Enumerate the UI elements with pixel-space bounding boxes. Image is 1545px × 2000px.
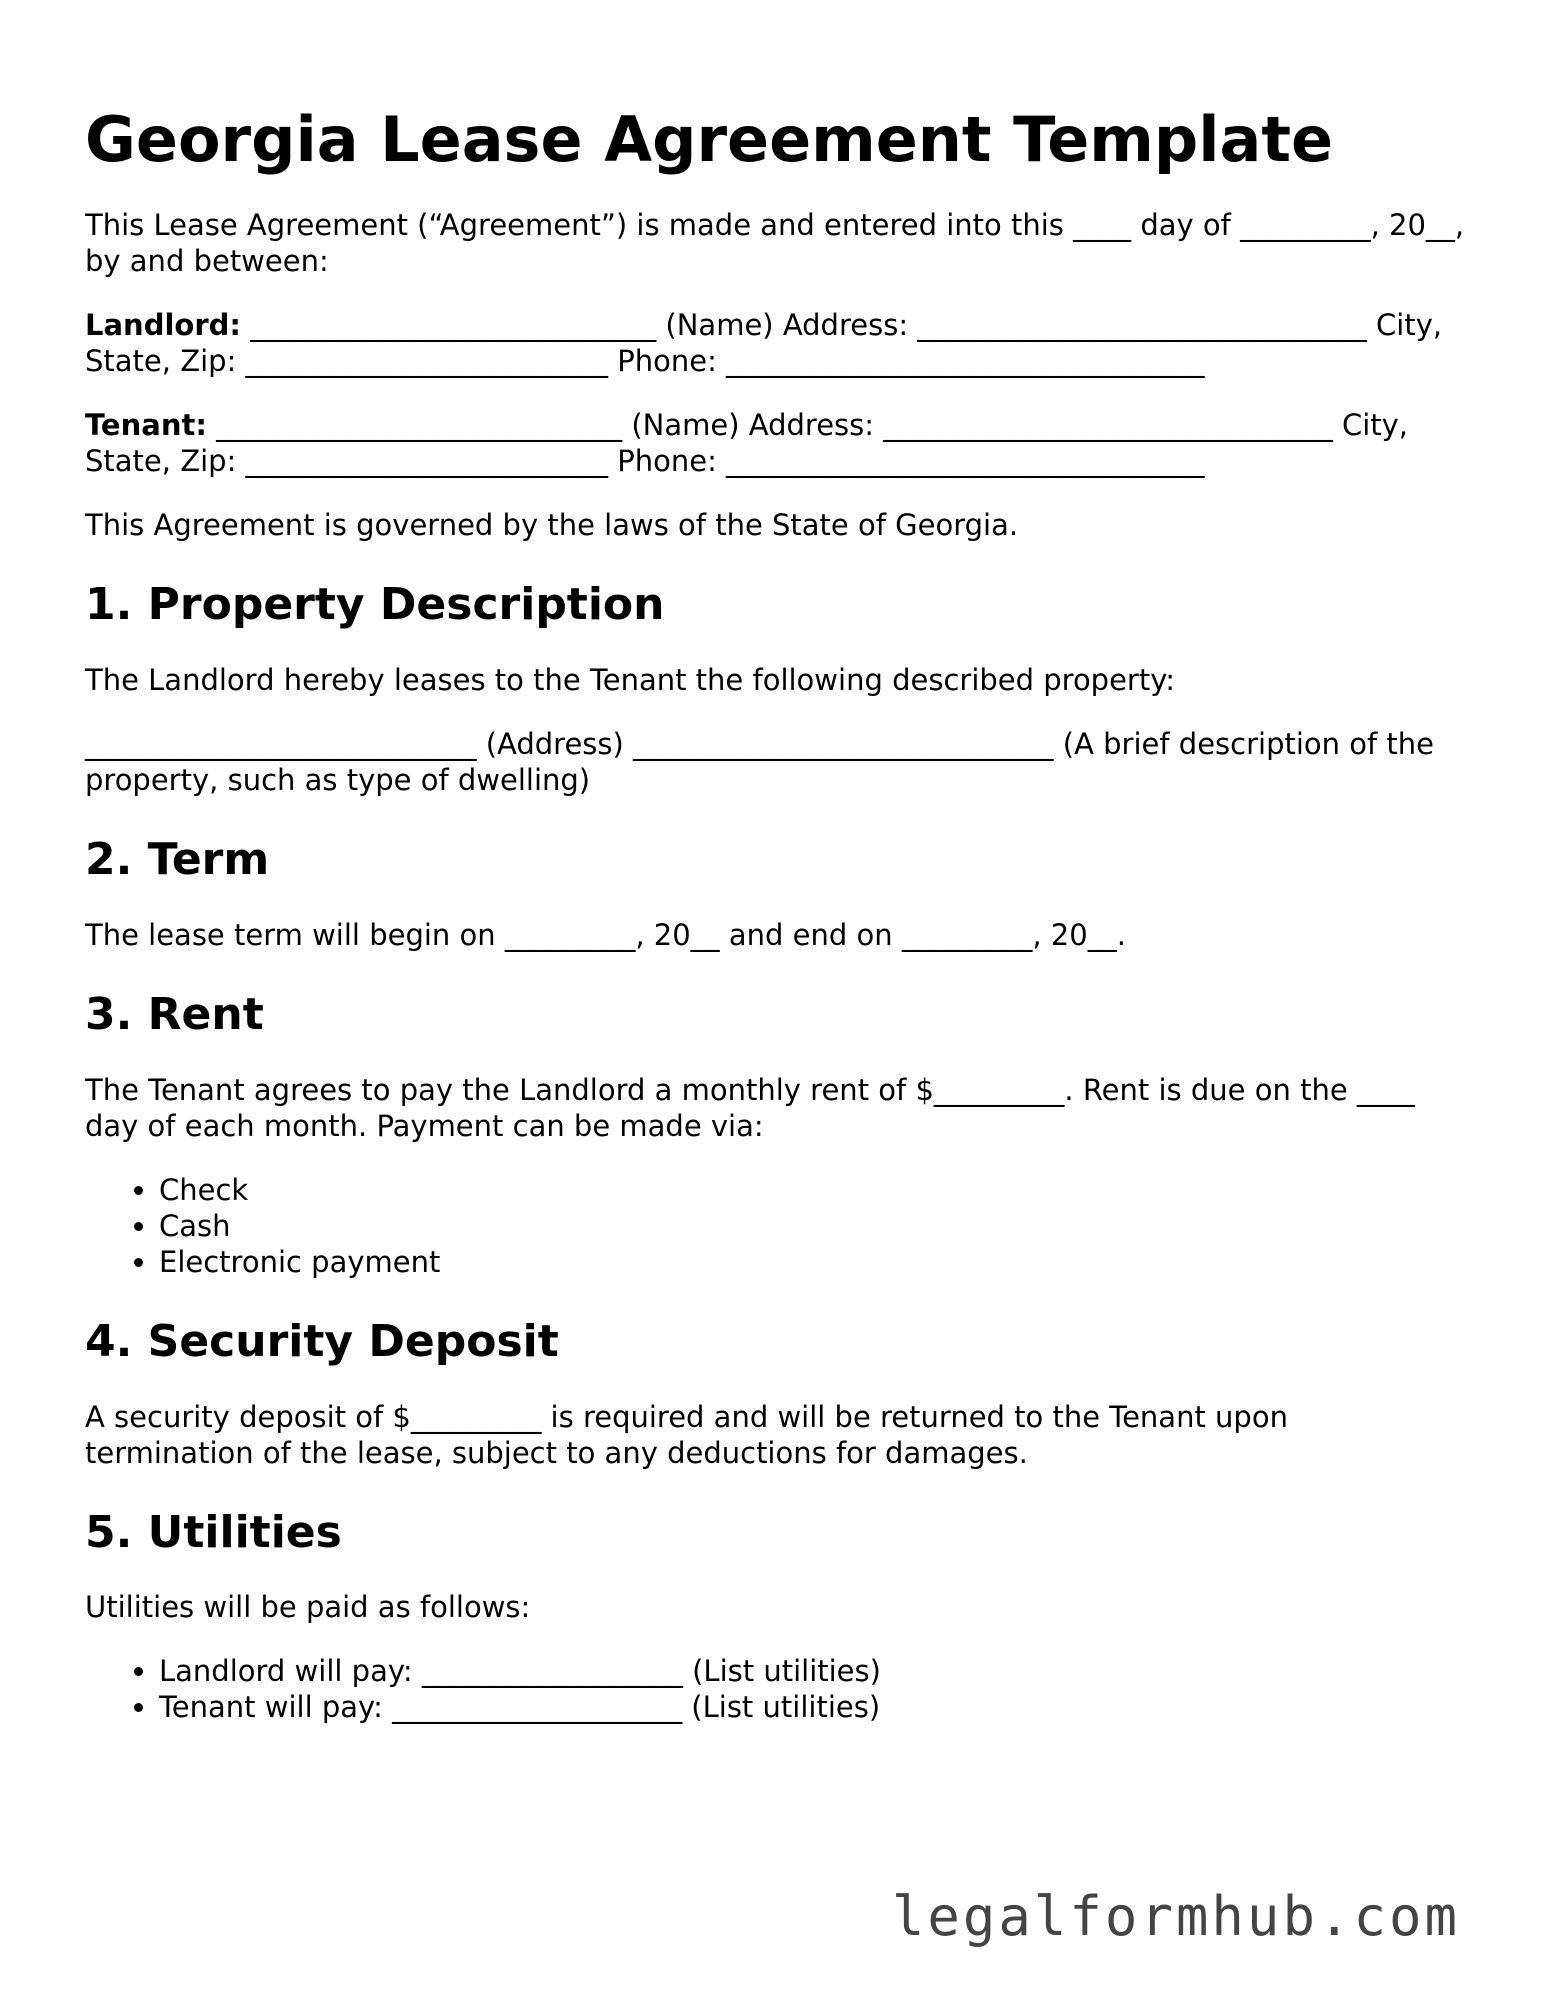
tenant-label: Tenant: <box>85 408 207 443</box>
section-heading-utilities: 5. Utilities <box>85 1506 342 1558</box>
landlord-fields: ____________________________ (Name) Address: _______________________________ City, State, Zip: _________________________ Phone: _________________________________ <box>85 308 1443 379</box>
property-address-paragraph: ___________________________ (Address) _____________________________ (A brief description of the property, such as type of dwelling) <box>85 727 1435 798</box>
utilities-list <box>85 1653 1465 1725</box>
governing-law-paragraph: This Agreement is governed by the laws of the State of Georgia. <box>85 508 1019 543</box>
document-page <box>85 95 1465 1757</box>
intro-paragraph: This Lease Agreement (“Agreement”) is made and entered into this ____ day of _________, 20__, by and between: <box>85 208 1465 279</box>
document-title: Georgia Lease Agreement Template <box>85 103 1334 176</box>
list-item: • Cash <box>159 1208 1465 1244</box>
list-item: • Landlord will pay: __________________ (List utilities) <box>159 1653 1465 1689</box>
section-heading-rent: 3. Rent <box>85 988 264 1040</box>
property-paragraph: The Landlord hereby leases to the Tenant the following described property: <box>85 663 1176 698</box>
landlord-block <box>85 307 1465 379</box>
tenant-fields: ____________________________ (Name) Address: _______________________________ City, State, Zip: _________________________ Phone: _________________________________ <box>85 408 1409 479</box>
deposit-paragraph: A security deposit of $_________ is required and will be returned to the Tenant upon termination of the lease, subject to any deductions for damages. <box>85 1399 1288 1470</box>
term-paragraph: The lease term will begin on _________, 20__ and end on _________, 20__. <box>85 917 1126 952</box>
section-heading-property: 1. Property Description <box>85 579 665 631</box>
watermark-logo: legalformhub.com <box>891 1885 1460 1948</box>
rent-paragraph: The Tenant agrees to pay the Landlord a monthly rent of $_________. Rent is due on the ____ day of each month. Payment can be made via: <box>85 1072 1415 1143</box>
landlord-label: Landlord: <box>85 308 241 343</box>
list-item: • Electronic payment <box>159 1244 1465 1280</box>
utilities-paragraph: Utilities will be paid as follows: <box>85 1590 531 1625</box>
section-heading-term: 2. Term <box>85 834 270 886</box>
list-item: • Check <box>159 1172 1465 1208</box>
section-heading-deposit: 4. Security Deposit <box>85 1315 559 1367</box>
tenant-block <box>85 407 1465 479</box>
list-item: • Tenant will pay: ____________________ (List utilities) <box>159 1689 1465 1725</box>
payment-methods-list <box>85 1172 1465 1280</box>
